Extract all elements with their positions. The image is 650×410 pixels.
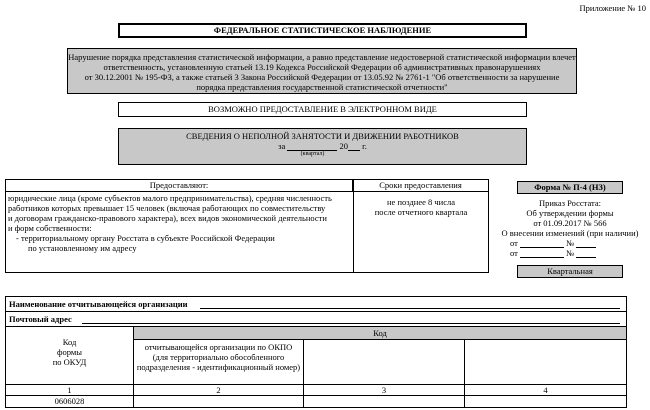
report-title-box [118,128,527,165]
column-number-4: 4 [543,385,548,395]
submitters-text [8,193,351,253]
from-label: от [510,238,518,248]
year-suffix: г. [362,141,367,151]
year-prefix: 20 [339,141,349,151]
submitters-line: и договорам гражданско-правового характера), всех видов экономической деятельности [8,213,327,223]
okud-header-line: Код [62,337,77,347]
warning-line: Нарушение порядка представления статистической информации, а равно представление недостоверной статистической информации влечет [68,52,576,62]
okpo-header [134,342,303,372]
number-label: № [566,238,575,248]
form-order-info [500,198,640,258]
column-number-3: 3 [381,385,387,395]
warning-line: порядка представления государственной статистической отчетности" [196,82,448,92]
approval-date: от 01.09.2017 № 566 [533,218,607,228]
electronic-notice: ВОЗМОЖНО ПРЕДОСТАВЛЕНИЕ В ЭЛЕКТРОННОМ ВИДЕ [118,102,527,117]
org-name-field[interactable] [200,308,620,309]
code-field-4[interactable] [465,396,626,407]
deadline-line: не позднее 8 числа [387,197,455,207]
postal-address-field[interactable] [82,323,620,324]
code-field-3[interactable] [304,396,464,407]
periodicity-badge: Квартальная [517,265,623,278]
warning-line: ответственность, установленную статьей 13.19 Кодекса Российской Федерации об административных правонарушениях [103,62,541,72]
org-name-label: Наименование отчитывающейся организации [9,299,188,309]
period-prefix: за [278,141,286,151]
column-number-2: 2 [216,385,221,395]
organization-table [5,296,627,408]
change-number-field[interactable] [576,238,596,248]
deadline-text [354,197,488,217]
okpo-header-line: подразделения - идентификационный номер) [136,362,301,372]
form-number: Форма № П-4 (НЗ) [517,181,623,194]
postal-address-label: Почтовый адрес [9,314,72,324]
warning-line: от 30.12.2001 № 195-ФЗ, а также статьей 3 Закона Российской Федерации от 13.05.92 № 2761-1 "Об ответственности за нарушение [84,72,560,82]
deadline-header: Сроки предоставления [353,180,488,192]
report-period [119,141,526,151]
deadline-line: после отчетного квартала [374,207,468,217]
change-date-field[interactable] [520,248,564,258]
quarter-field[interactable] [287,141,337,151]
okpo-header-line: (для территориально обособленного [152,352,285,362]
row-divider [6,311,626,312]
approval-text: Об утверждении формы [526,208,614,218]
column-number-1: 1 [67,385,72,395]
submitters-line: работников которых превышает 15 человек (включая работающих по совместительству [8,203,326,213]
change-date-field[interactable] [520,238,564,248]
appendix-label: Приложение № 10 [579,3,646,13]
okpo-code-field[interactable] [134,396,303,407]
okud-header-line: по ОКУД [52,357,87,367]
number-label: № [566,248,575,258]
okud-header [6,337,133,367]
submitters-line: юридические лица (кроме субъектов малого предпринимательства), средняя численность [8,193,332,203]
submitters-line: и форм собственности: [8,223,92,233]
changes-text: О внесении изменений (при наличии) [501,228,639,238]
order-title: Приказ Росстата: [538,198,602,208]
document-title: ФЕДЕРАЛЬНОЕ СТАТИСТИЧЕСКОЕ НАБЛЮДЕНИЕ [118,23,527,38]
report-title: СВЕДЕНИЯ О НЕПОЛНОЙ ЗАНЯТОСТИ И ДВИЖЕНИИ РАБОТНИКОВ [186,131,459,141]
from-label: от [510,248,518,258]
year-field[interactable] [348,141,360,151]
okud-code-value: 0606028 [54,396,85,406]
change-row-1 [500,238,640,248]
legal-warning [67,48,577,94]
submitters-header: Предоставляют: [6,180,353,192]
submitters-line: по установленному им адресу [28,243,137,253]
column-divider [353,180,354,272]
change-row-2 [500,248,640,258]
quarter-note: (квартал) [300,151,325,157]
code-header-cell [133,327,626,340]
change-number-field[interactable] [576,248,596,258]
submission-table [5,179,489,273]
okud-header-line: формы [57,347,82,357]
submitters-line: - территориальному органу Росстата в субъекте Российской Федерации [16,233,275,243]
okpo-header-line: отчитывающейся организации по ОКПО [144,342,293,352]
code-header: Код [373,328,387,338]
